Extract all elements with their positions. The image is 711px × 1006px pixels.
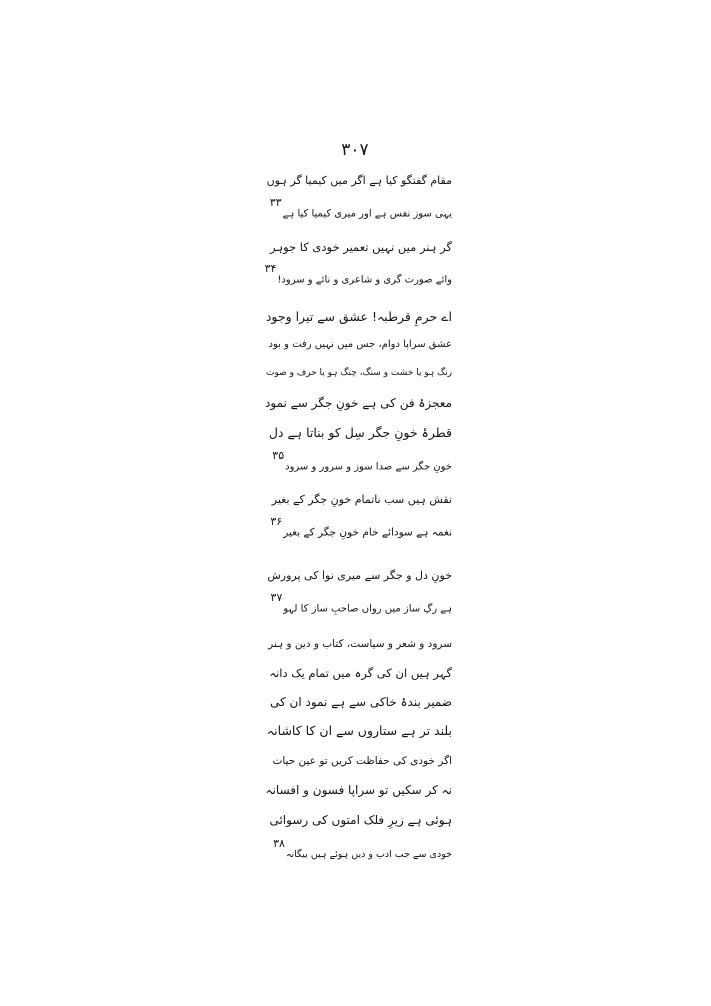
footnote-marker: ۳۷ bbox=[270, 591, 283, 604]
footnote-marker: ۳۳ bbox=[269, 196, 282, 209]
line-text: بلند تر ہے ستاروں سے ان کا کاشانہ bbox=[266, 723, 452, 738]
line-text: عشق سراپا دوام، جس میں نہیں رفت و بود bbox=[268, 339, 452, 350]
poem-line bbox=[266, 593, 452, 615]
footnote-marker: ۳۶ bbox=[270, 515, 283, 528]
footnote-marker: ۳۴ bbox=[264, 262, 277, 275]
poem-line bbox=[266, 809, 452, 831]
line-text: رنگ ہو یا خشت و سنگ، چنگ ہو یا حرف و صوت bbox=[265, 368, 452, 378]
line-text: گہر ہیں ان کی گرہ میں تمام یک دانہ bbox=[269, 666, 452, 680]
line-text: نہ کر سکیں تو سراپا فسون و افسانہ bbox=[265, 783, 452, 797]
poem-line bbox=[266, 334, 452, 356]
poem-line bbox=[266, 236, 452, 258]
line-text: ہوئی ہے زیرِ فلک امتوں کی رسوائی bbox=[269, 813, 452, 827]
poem-line bbox=[266, 362, 452, 384]
line-text: نغمہ ہے سودائے خام خونِ جگر کے بغیر bbox=[283, 526, 452, 539]
poem-line bbox=[266, 489, 452, 511]
line-text: نقش ہیں سب ناتمام خونِ جگر کے بغیر bbox=[271, 493, 452, 506]
line-text: گر ہنر میں نہیں تعمیر خودی کا جوہر bbox=[269, 240, 452, 254]
footnote-marker: ۳۵ bbox=[272, 449, 285, 462]
line-text: معجزۂ فن کی ہے خونِ جگر سے نمود bbox=[265, 396, 452, 410]
poem-line bbox=[266, 691, 452, 713]
line-text: خونِ دل و جگر سے میری نوا کی پرورش bbox=[267, 569, 452, 582]
poem-line bbox=[266, 264, 452, 286]
poem-line bbox=[266, 565, 452, 587]
line-text: اگر خودی کی حفاظت کریں تو عین حیات bbox=[272, 755, 452, 767]
line-text: ہے رگِ ساز میں رواں صاحبِ ساز کا لہو bbox=[283, 603, 452, 615]
line-text: قطرۂ خونِ جگر سِل کو بناتا ہے دل bbox=[268, 425, 452, 440]
poem-line bbox=[266, 517, 452, 539]
line-text: وائے صورت گری و شاعری و نائے و سرود! bbox=[277, 274, 452, 286]
poem-line bbox=[266, 422, 452, 444]
poem-line bbox=[266, 662, 452, 684]
poem-line bbox=[266, 720, 452, 742]
poem-line bbox=[266, 839, 452, 861]
poem-line bbox=[266, 779, 452, 801]
line-text: اے حرمِ قرطبہ! عشق سے تیرا وجود bbox=[265, 309, 452, 324]
line-text: خونِ جگر سے صدا سوز و سرور و سرود bbox=[285, 461, 452, 473]
line-text: مقام گفتگو کیا ہے اگر میں کیمیا گر ہوں bbox=[266, 174, 452, 187]
poem-line bbox=[266, 750, 452, 772]
page-number: ۳۰۷ bbox=[341, 140, 369, 160]
line-text: ضمیر بندۂ خاکی سے ہے نمود ان کی bbox=[270, 695, 452, 709]
poem-line bbox=[266, 633, 452, 655]
line-text: سرود و شعر و سیاست، کتاب و دین و ہنر bbox=[268, 638, 452, 650]
poem-line bbox=[266, 170, 452, 192]
poem-line bbox=[266, 198, 452, 220]
poem-line bbox=[266, 451, 452, 473]
line-text: یہی سوز نفس ہے اور میری کیمیا کیا ہے bbox=[282, 208, 452, 220]
poem-line bbox=[266, 306, 452, 328]
footnote-marker: ۳۸ bbox=[273, 837, 285, 850]
line-text: خودی سے جب ادب و دیں ہوئے ہیں بیگانہ bbox=[285, 849, 452, 861]
poem-line bbox=[266, 392, 452, 414]
